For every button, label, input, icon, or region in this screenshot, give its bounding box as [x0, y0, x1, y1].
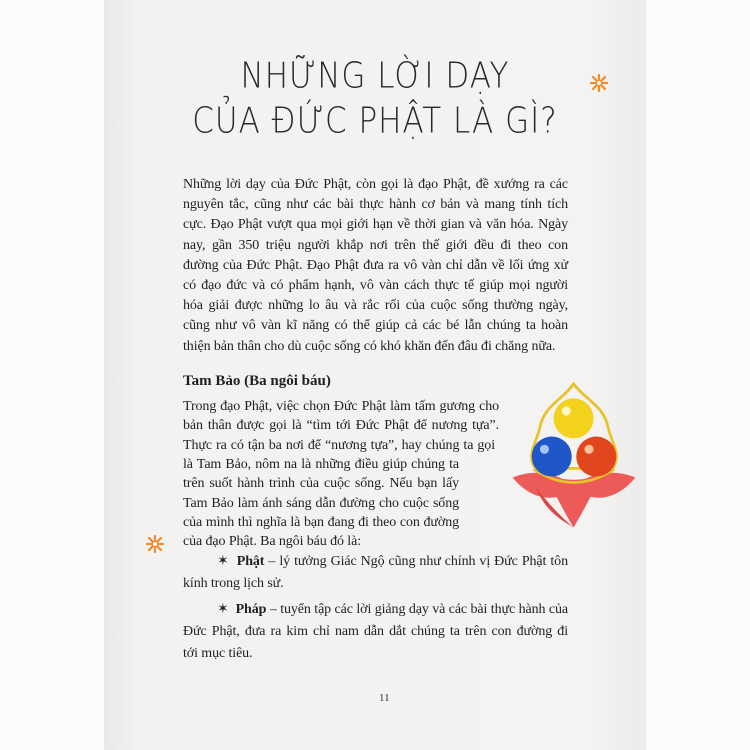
section-heading: Tam Bảo (Ba ngôi báu) — [183, 373, 331, 389]
bullet-line: Đức Phật, đưa ra kim chỉ nam dẫn dắt chúng ta trên con đường đi — [183, 624, 568, 639]
section-line: của mình thì nghĩa là bạn đang đi theo con đường — [183, 514, 459, 530]
intro-line: hóa giải được những lo âu và rắc rối của cuộc sống thường ngày, — [183, 298, 568, 314]
bullet-text: – lý tưởng Giác Ngộ cũng như chính vị Đức Phật tôn — [264, 554, 568, 569]
intro-line: có đạo đức và có phẩm hạnh, vô vàn cách thực tế giúp mọi người — [183, 278, 568, 293]
page-number: 11 — [379, 692, 390, 704]
bullet-line: kính trong lịch sử. — [183, 576, 284, 591]
section-line: Thực ra có tận ba nơi để “nương tựa”, hay chúng ta gọi — [183, 437, 495, 453]
section-line: của đạo Phật. Ba ngôi báu đó là: — [183, 534, 361, 550]
section-line: trên suốt hành trình của cuộc sống. Nếu bạn lấy — [183, 476, 459, 492]
bullet-term: Phật — [236, 554, 265, 569]
intro-line: thiện bản thân cho dù cuộc sống có khó khăn đến đâu đi chăng nữa. — [183, 338, 556, 354]
section-line: bản thân được gọi là “tìm tới Đức Phật để nương tựa”. — [183, 418, 499, 434]
star-ornament-icon — [589, 73, 609, 93]
intro-line: nguyên tắc, cũng như các bài thực hành cơ bản và mang tính tích — [183, 197, 568, 213]
bullet-term: Pháp — [235, 602, 267, 617]
bullet-star-icon: ✶ — [217, 554, 229, 569]
bullet-star-icon: ✶ — [217, 602, 229, 617]
bullet-line — [217, 553, 568, 571]
intro-line: cực. Đạo Phật vượt qua mọi giới hạn về thời gian và văn hóa. Ngày — [183, 217, 568, 233]
intro-line: Những lời dạy của Đức Phật, còn gọi là đạo Phật, đề xướng ra các — [183, 177, 568, 192]
section-line: là Tam Bảo, nôm na là những điều giúp chúng ta — [183, 456, 459, 472]
three-jewels-lotus-illustration — [508, 382, 640, 532]
star-ornament-icon — [145, 534, 165, 554]
section-line: Trong đạo Phật, việc chọn Đức Phật làm tấm gương cho — [183, 399, 499, 414]
intro-line: nay, gần 350 triệu người khắp nơi trên thế giới đều đi theo con — [183, 237, 568, 253]
section-line: Tam Bảo làm ánh sáng dẫn đường cho cuộc sống — [183, 495, 459, 511]
intro-line: cũng như vô vàn kĩ năng có thể giúp cả các bé lẫn chúng ta hoàn — [183, 318, 568, 334]
intro-line: đường của Đức Phật. Đạo Phật đưa ra vô vàn chỉ dẫn về lối ứng xử — [183, 257, 568, 273]
bullet-line — [217, 601, 568, 619]
title-line-2: CỦA ĐỨC PHẬT LÀ GÌ? — [192, 100, 558, 142]
bullet-text: – tuyển tập các lời giảng dạy và các bài thực hành của — [266, 602, 568, 617]
bullet-line: tới mục tiêu. — [183, 646, 253, 661]
title-line-1: NHỮNG LỜI DẠY — [240, 55, 510, 97]
